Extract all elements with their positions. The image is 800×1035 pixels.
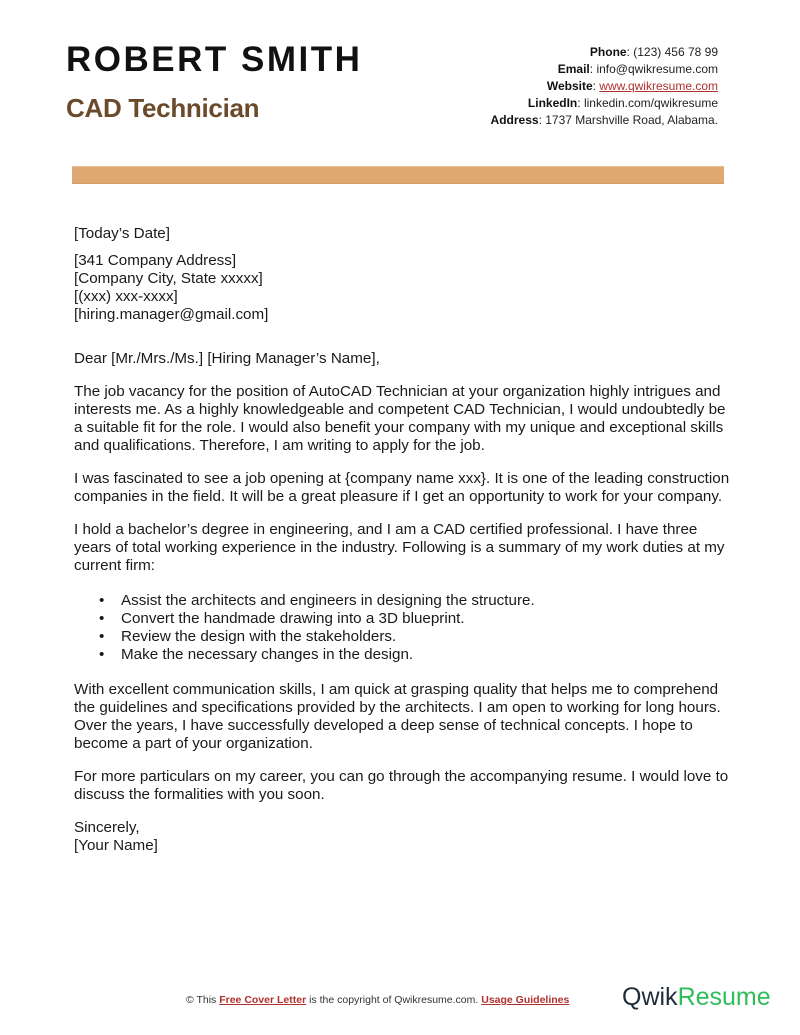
duties-list: [74, 592, 734, 664]
contact-address: Address: 1737 Marshville Road, Alabama.: [490, 113, 718, 127]
linkedin-label: LinkedIn: [527, 96, 578, 110]
duty-item: • Make the necessary changes in the design.: [121, 646, 734, 664]
address-label: Address: [490, 113, 539, 127]
logo-qwik: Qwik: [622, 983, 678, 1011]
website-link[interactable]: www.qwikresume.com: [599, 79, 718, 93]
address-value: 1737 Marshville Road, Alabama.: [545, 113, 718, 127]
letter-body: [74, 225, 734, 870]
duty-item: • Review the design with the stakeholders.: [121, 628, 734, 646]
copyright-footer: [186, 994, 569, 1006]
email-value: info@qwikresume.com: [596, 62, 718, 76]
email-label: Email: [557, 62, 590, 76]
free-cover-letter-link[interactable]: Free Cover Letter: [219, 994, 307, 1006]
recipient-address: [341 Company Address]: [74, 252, 237, 269]
signature: [Your Name]: [74, 837, 158, 854]
duty-item: • Convert the handmade drawing into a 3D blueprint.: [121, 610, 734, 628]
sign-off: [74, 819, 734, 855]
paragraph-experience: I hold a bachelor’s degree in engineering, and I am a CAD certified professional. I have three years of total working experience in the industry. Following is a summary of my work duties at my current firm:: [74, 521, 725, 574]
recipient-phone: [(xxx) xxx-xxxx]: [74, 288, 178, 305]
contact-email: Email: info@qwikresume.com: [557, 62, 718, 76]
footer-prefix: © This: [186, 994, 220, 1006]
usage-guidelines-link[interactable]: Usage Guidelines: [481, 994, 570, 1006]
phone-label: Phone: [589, 45, 627, 59]
accent-divider-bar: [72, 166, 724, 184]
salutation: Dear [Mr./Mrs./Ms.] [Hiring Manager’s Name],: [74, 350, 380, 367]
job-title: CAD Technician: [66, 93, 260, 123]
closing: Sincerely,: [74, 819, 140, 836]
qwikresume-logo[interactable]: [622, 985, 771, 1010]
recipient-email: [hiring.manager@gmail.com]: [74, 306, 269, 323]
linkedin-value: linkedin.com/qwikresume: [583, 96, 718, 110]
recipient-city-state: [Company City, State xxxxx]: [74, 270, 263, 287]
candidate-name: ROBERT SMITH: [66, 40, 363, 79]
contact-phone: Phone: (123) 456 78 99: [589, 45, 718, 59]
website-label: Website: [546, 79, 593, 93]
phone-value: (123) 456 78 99: [633, 45, 718, 59]
paragraph-closing: For more particulars on my career, you can go through the accompanying resume. I would love to discuss the formalities with you soon.: [74, 768, 729, 803]
contact-website: Website: www.qwikresume.com: [546, 79, 718, 93]
paragraph-intro: The job vacancy for the position of AutoCAD Technician at your organization highly intrigues and interests me. As a highly knowledgeable and competent CAD Technician, I would undoubtedly be a suitable fit for the role. I would also benefit your company with my unique and exceptional skills and qualifications. Therefore, I am writing to apply for the job.: [74, 383, 726, 454]
contact-linkedin: LinkedIn: linkedin.com/qwikresume: [527, 96, 718, 110]
paragraph-company: I was fascinated to see a job opening at {company name xxx}. It is one of the leading construction companies in the field. It will be a great pleasure if I get an opportunity to work for your company.: [74, 470, 730, 505]
contact-block: [491, 44, 718, 129]
footer-middle: is the copyright of Qwikresume.com.: [306, 994, 482, 1006]
logo-resume: Resume: [677, 983, 771, 1011]
paragraph-skills: With excellent communication skills, I am quick at grasping quality that helps me to comprehend the guidelines and specifications provided by the architects. I am open to working for long hours. Over the years, I have successfully developed a deep sense of technical concepts. I hope to become a part of your organization.: [74, 681, 721, 752]
duty-item: • Assist the architects and engineers in designing the structure.: [121, 592, 734, 610]
letter-date: [Today’s Date]: [74, 225, 170, 242]
recipient-block: [74, 252, 734, 324]
